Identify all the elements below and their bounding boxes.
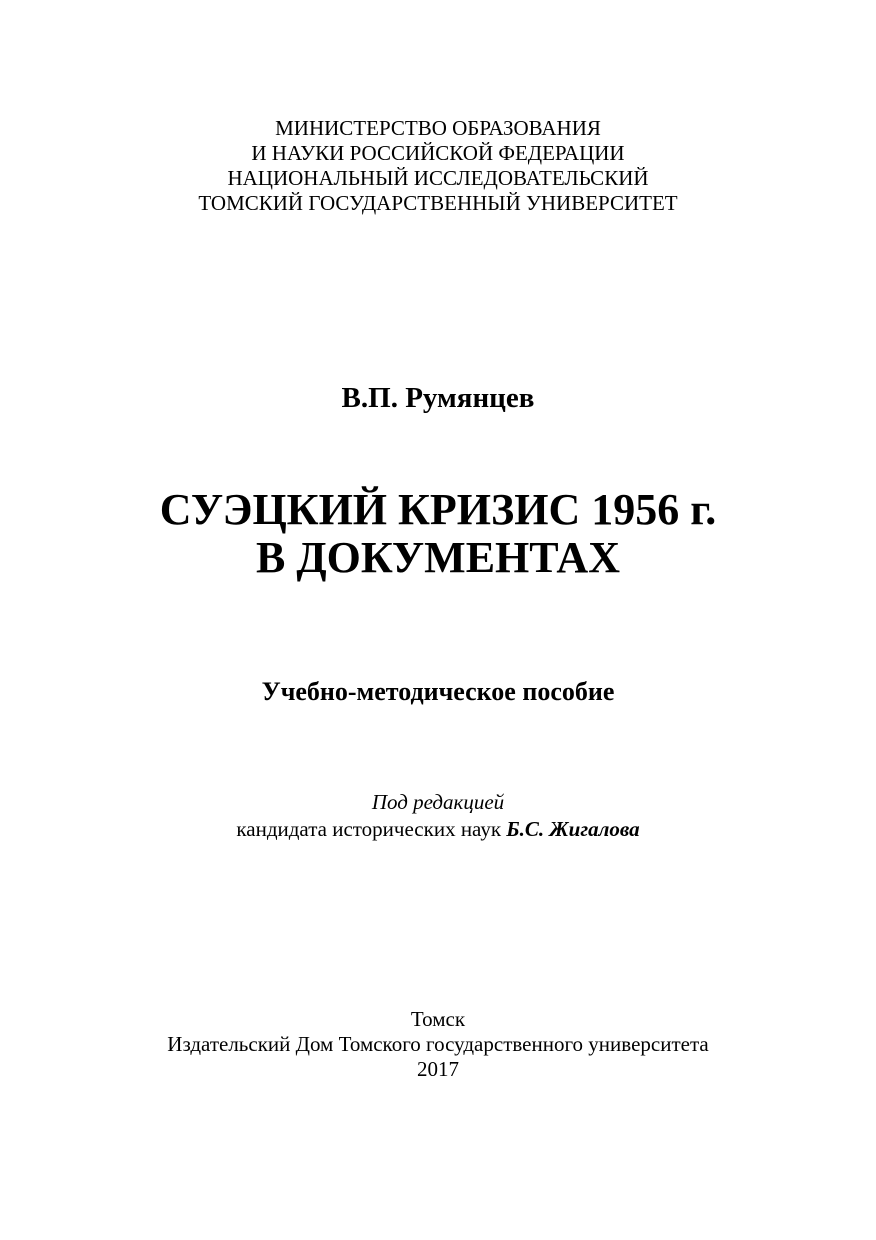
- book-title: [0, 486, 876, 582]
- imprint-city: Томск: [410, 1007, 466, 1031]
- book-subtitle: Учебно-методическое пособие: [261, 677, 615, 706]
- editor-credit: [0, 816, 876, 843]
- university-line: ТОМСКИЙ ГОСУДАРСТВЕННЫЙ УНИВЕРСИТЕТ: [198, 191, 678, 215]
- imprint-publisher: Издательский Дом Томского государственного университета: [167, 1032, 709, 1056]
- author-name: В.П. Румянцев: [341, 382, 535, 414]
- book-title-line: В ДОКУМЕНТАХ: [256, 533, 620, 582]
- ministry-line: МИНИСТЕРСТВО ОБРАЗОВАНИЯ: [275, 116, 601, 140]
- editor-prefix: кандидата исторических наук: [236, 817, 507, 841]
- editor-block: [0, 789, 876, 843]
- ministry-header: [0, 116, 876, 216]
- editor-intro: Под редакцией: [371, 790, 505, 814]
- book-title-line: СУЭЦКИЙ КРИЗИС 1956 г.: [159, 485, 717, 534]
- imprint: [0, 1007, 876, 1082]
- university-line: НАЦИОНАЛЬНЫЙ ИССЛЕДОВАТЕЛЬСКИЙ: [227, 166, 649, 190]
- editor-name: Б.С. Жигалова: [506, 817, 640, 841]
- imprint-year: 2017: [417, 1057, 459, 1081]
- ministry-line: И НАУКИ РОССИЙСКОЙ ФЕДЕРАЦИИ: [251, 141, 625, 165]
